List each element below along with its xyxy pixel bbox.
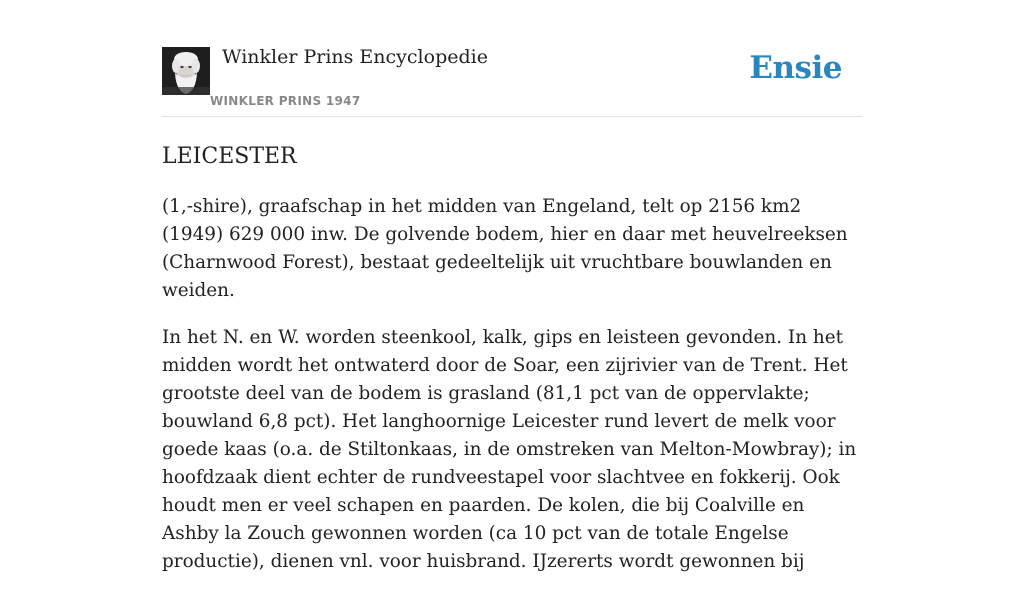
article-title: LEICESTER xyxy=(162,144,297,169)
article-header xyxy=(162,0,862,117)
author-avatar[interactable] xyxy=(162,47,210,95)
site-title[interactable]: Winkler Prins Encyclopedie xyxy=(222,46,488,68)
article-body xyxy=(162,193,862,576)
edition-label[interactable]: WINKLER PRINS 1947 xyxy=(210,94,361,108)
content-container xyxy=(162,0,862,595)
ensie-logo[interactable]: Ensie xyxy=(749,50,842,86)
article-paragraph: (1,-shire), graafschap in het midden van Engeland, telt op 2156 km2 (1949) 629 000 inw. De golvende bodem, hier en daar met heuvelreeksen (Charnwood Forest), bestaat gedeeltelijk uit vruchtbare bouwlanden en weiden. xyxy=(162,196,848,301)
bearded-man-portrait-icon xyxy=(162,47,210,95)
article-paragraph: In het N. en W. worden steenkool, kalk, gips en leisteen gevonden. In het midden wordt het ontwaterd door de Soar, een zijrivier van de Trent. Het grootste deel van de bodem is grasland (81,1 pct van de oppervlakte; bouwland 6,8 pct). Het langhoornige Leicester rund levert de melk voor goede kaas (o.a. de Stiltonkaas, in de omstreken van Melton-Mowbray); in hoofdzaak dient echter de rundveestapel voor slachtvee en fokkerij. Ook houdt men er veel schapen en paarden. De kolen, die bij Coalville en Ashby la Zouch gewonnen worden (ca 10 pct van de totale Engelse productie), dienen vnl. voor huisbrand. IJzererts wordt gewonnen bij xyxy=(162,327,857,572)
